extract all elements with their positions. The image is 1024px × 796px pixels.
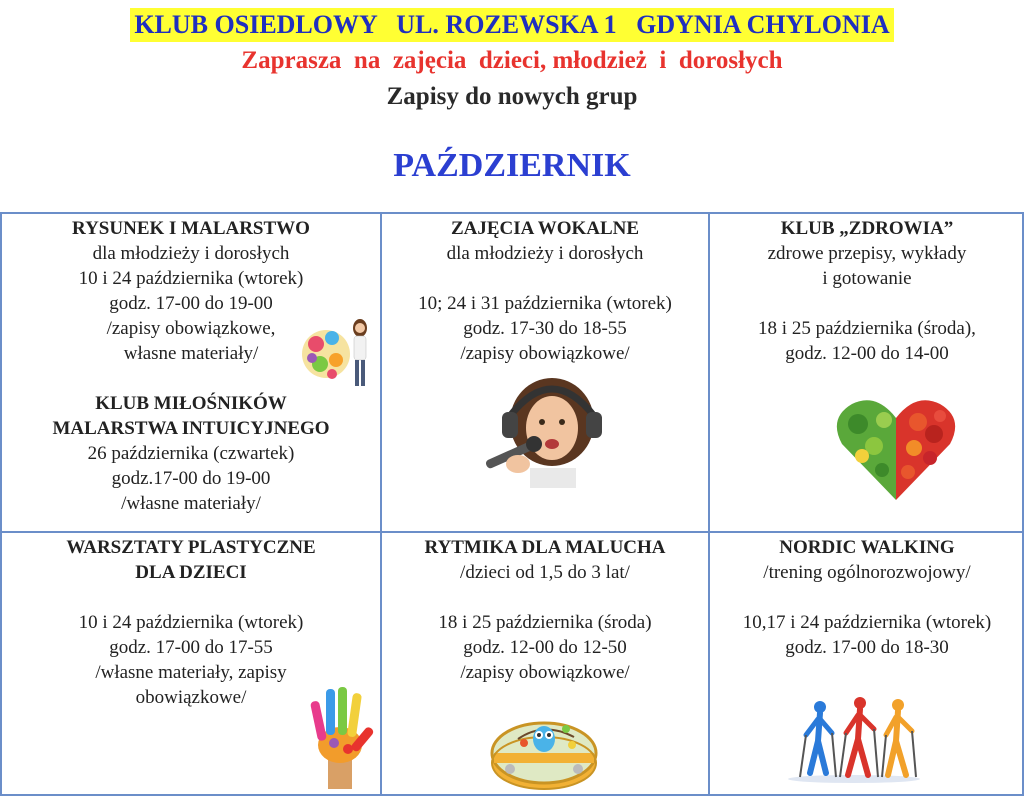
cell-line: /własne materiały/ — [121, 493, 261, 514]
cell-line: godz. 17-30 do 18-55 — [463, 318, 627, 339]
cell-health-club — [710, 214, 1024, 531]
cell-line: /zapisy obowiązkowe/ — [460, 343, 630, 364]
cell-title: KLUB „ZDROWIA” — [780, 218, 954, 239]
cell-text — [382, 216, 708, 366]
cell-title: RYSUNEK I MALARSTWO — [72, 218, 310, 239]
cell-text — [710, 535, 1024, 660]
cell-line: 18 i 25 października (środa) — [438, 612, 652, 633]
cell-text — [382, 535, 708, 685]
cell-line: obowiązkowe/ — [135, 687, 247, 708]
cell-art-workshops — [2, 533, 380, 796]
cell-vocal-classes — [382, 214, 708, 531]
cell-title: WARSZTATY PLASTYCZNE — [66, 537, 316, 558]
cell-line: 10 i 24 października (wtorek) — [78, 612, 304, 633]
schedule-grid — [0, 212, 1024, 796]
painted-hand-image — [304, 683, 376, 791]
cell-line: 18 i 25 października (środa), — [758, 318, 976, 339]
cell-toddler-rhythmics — [382, 533, 708, 796]
cell-line: /zapisy obowiązkowe, — [106, 318, 276, 339]
cell-line: godz. 17-00 do 18-30 — [785, 637, 949, 658]
cell-line: /trening ogólnorozwojowy/ — [763, 562, 971, 583]
vegetable-heart-image — [834, 394, 958, 504]
cell-line: 10 i 24 października (wtorek) — [78, 268, 304, 289]
cell-title-2b: MALARSTWA INTUICYJNEGO — [52, 418, 330, 439]
club-title: KLUB OSIEDLOWY UL. ROZEWSKA 1 GDYNIA CHYLONIA — [130, 8, 893, 42]
cell-line: 10,17 i 24 października (wtorek) — [742, 612, 992, 633]
cell-line: /własne materiały, zapisy — [95, 662, 287, 683]
nordic-walkers-image — [784, 695, 924, 785]
cell-line: 10; 24 i 31 października (wtorek) — [418, 293, 672, 314]
tambourine-image — [488, 699, 600, 793]
cell-title: ZAJĘCIA WOKALNE — [450, 218, 640, 239]
singing-girl-image — [474, 376, 624, 488]
cell-line: godz. 17-00 do 19-00 — [109, 293, 273, 314]
cell-drawing-painting — [2, 214, 380, 531]
invitation-subtitle: Zaprasza na zajęcia dzieci, młodzież i dorosłych — [241, 47, 783, 74]
title-line — [0, 8, 1024, 42]
cell-line: /dzieci od 1,5 do 3 lat/ — [460, 562, 630, 583]
cell-line: godz. 12-00 do 14-00 — [785, 343, 949, 364]
cell-nordic-walking — [710, 533, 1024, 796]
cell-line: godz. 17-00 do 17-55 — [109, 637, 273, 658]
cell-line: godz. 12-00 do 12-50 — [463, 637, 627, 658]
cell-text — [710, 216, 1024, 366]
cell-line: dla młodzieży i dorosłych — [446, 243, 644, 264]
cell-line: zdrowe przepisy, wykłady — [767, 243, 967, 264]
cell-line: własne materiały/ — [123, 343, 259, 364]
cell-line: 26 października (czwartek) — [87, 443, 295, 464]
cell-line: godz.17-00 do 19-00 — [111, 468, 271, 489]
painting-girl-image — [302, 314, 376, 390]
cell-title: NORDIC WALKING — [779, 537, 955, 558]
cell-line: i gotowanie — [822, 268, 912, 289]
cell-title-2: DLA DZIECI — [135, 562, 247, 583]
enrollment-subtitle: Zapisy do nowych grup — [386, 83, 638, 110]
cell-title: RYTMIKA DLA MALUCHA — [424, 537, 666, 558]
cell-line: /zapisy obowiązkowe/ — [460, 662, 630, 683]
cell-line: dla młodzieży i dorosłych — [92, 243, 290, 264]
month-heading: PAŹDZIERNIK — [393, 147, 631, 184]
cell-title-2a: KLUB MIŁOŚNIKÓW — [95, 393, 287, 414]
